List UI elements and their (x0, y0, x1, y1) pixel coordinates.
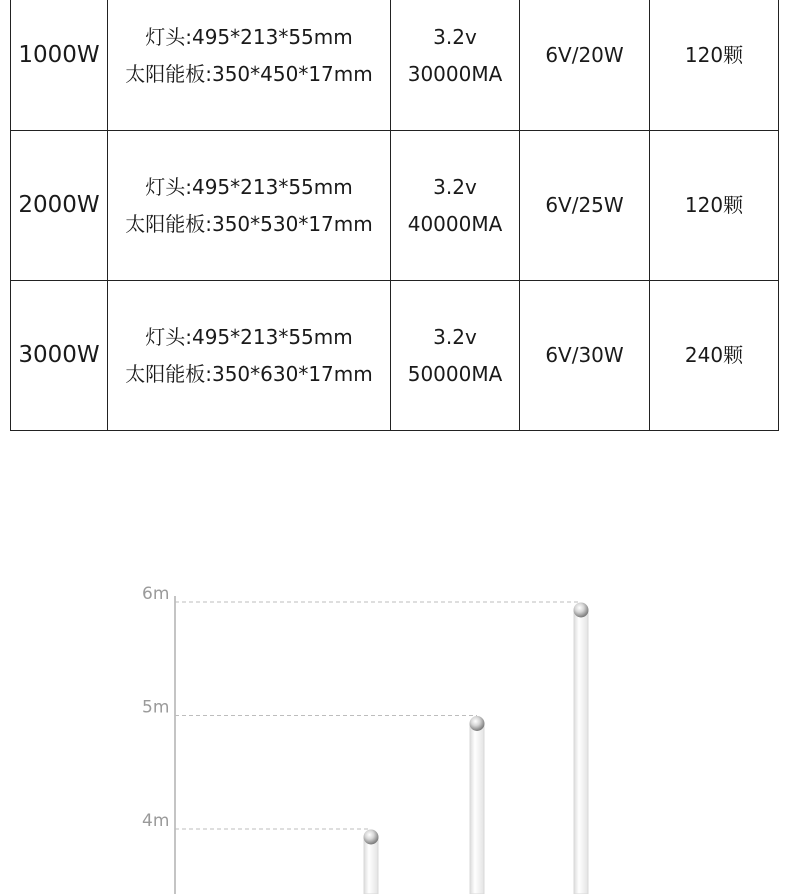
pole (364, 837, 378, 894)
table-row (11, 281, 779, 431)
lamp-head-size: 灯头:495*213*55mm (145, 324, 353, 349)
battery-cell (391, 131, 520, 281)
led-count-cell: 120颗 (650, 0, 779, 131)
battery-capacity: 50000MA (407, 361, 503, 386)
solar-panel-size: 太阳能板:350*450*17mm (125, 61, 373, 86)
battery-capacity: 30000MA (407, 61, 503, 86)
pole-cap (470, 716, 485, 731)
pole (574, 610, 588, 894)
led-count-cell: 240颗 (650, 281, 779, 431)
battery-capacity: 40000MA (407, 211, 503, 236)
tick-label: 5m (142, 697, 170, 718)
power-cell: 1000W (11, 0, 108, 131)
table-row (11, 131, 779, 281)
battery-cell (391, 0, 520, 131)
tick-label: 6m (142, 584, 170, 604)
pole-height-chart (0, 560, 790, 894)
size-cell (108, 0, 391, 131)
solar-panel-size: 太阳能板:350*530*17mm (125, 211, 373, 236)
battery-cell (391, 281, 520, 431)
lamp-head-size: 灯头:495*213*55mm (145, 24, 353, 49)
power-cell: 3000W (11, 281, 108, 431)
lamp-head-size: 灯头:495*213*55mm (145, 174, 353, 199)
power-cell: 2000W (11, 131, 108, 281)
table-row (11, 0, 779, 131)
panel-spec-cell: 6V/25W (520, 131, 650, 281)
tick-label: 4m (142, 811, 170, 831)
pole (470, 724, 484, 894)
solar-panel-size: 太阳能板:350*630*17mm (125, 361, 373, 386)
size-cell (108, 131, 391, 281)
size-cell (108, 281, 391, 431)
spec-table (10, 0, 779, 431)
panel-spec-cell: 6V/20W (520, 0, 650, 131)
battery-voltage: 3.2v (433, 324, 477, 349)
pole-cap (574, 603, 589, 618)
panel-spec-cell: 6V/30W (520, 281, 650, 431)
battery-voltage: 3.2v (433, 174, 477, 199)
led-count-cell: 120颗 (650, 131, 779, 281)
battery-voltage: 3.2v (433, 24, 477, 49)
pole-cap (364, 830, 379, 845)
